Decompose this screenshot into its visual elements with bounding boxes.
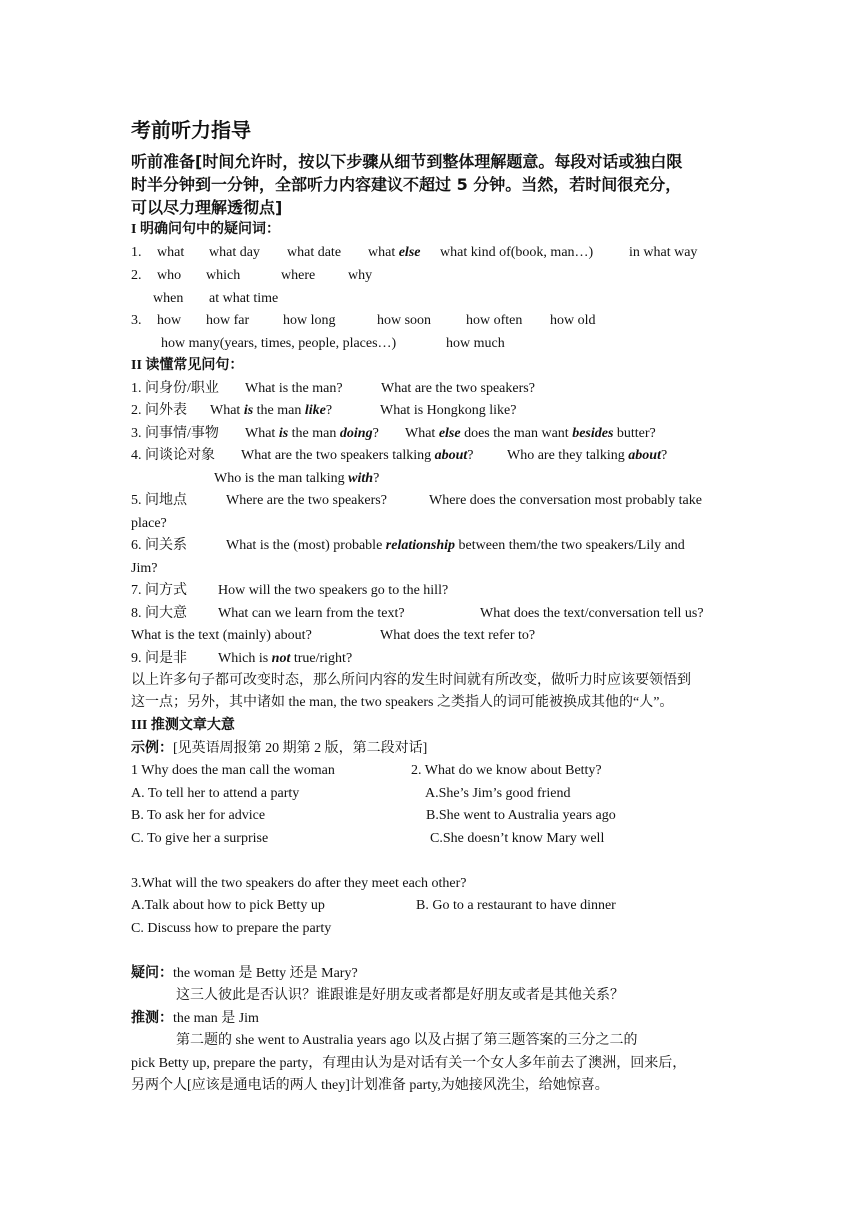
example-question: [214, 470, 379, 488]
inference-text: 第二题的 she went to Australia years ago 以及占据了第三题答案的三分之二的: [176, 1033, 638, 1048]
inference-text: the man 是 Jim: [173, 1011, 259, 1026]
emphasis-word: besides: [572, 426, 614, 441]
emphasis-word: else: [438, 426, 461, 441]
text-part: ?: [373, 471, 380, 486]
emphasis-word: else: [398, 245, 421, 260]
section-2-heading: II 读懂常见问句：: [131, 358, 244, 373]
text-part: the man: [253, 403, 305, 418]
example-question-3: 3.What will the two speakers do after they meet each other?: [131, 876, 467, 891]
example-question: [507, 447, 667, 465]
example-question: What does the text refer to?: [380, 628, 536, 643]
emphasis-word: not: [271, 651, 291, 666]
note-line-2: 这一点；另外，其中诸如 the man, the two speakers 之类指人的词可能被换成其他的“人”。: [131, 695, 674, 710]
text-part: What are the two speakers talking: [241, 448, 435, 463]
example-label: 示例：: [131, 741, 173, 756]
answer-option: C.She doesn’t know Mary well: [430, 831, 605, 846]
question-type-label: 3. 问事情/事物: [131, 426, 219, 441]
question-type-label: 2. 问外表: [131, 403, 187, 418]
answer-option: B.She went to Australia years ago: [426, 808, 616, 823]
answer-option: A. To tell her to attend a party: [131, 786, 300, 801]
intro-line-2: 时半分钟到一分钟，全部听力内容建议不超过 5 分钟。当然，若时间很充分，: [131, 175, 682, 194]
example-question: What is Hongkong like?: [380, 403, 517, 418]
question-word: [368, 244, 420, 262]
example-question: [218, 650, 352, 668]
intro-line-3: 可以尽力理解透彻点]: [131, 198, 283, 217]
question-type-label: 8. 问大意: [131, 606, 187, 621]
text-part: butter?: [613, 426, 656, 441]
question-word: when: [153, 291, 184, 306]
example-question: What are the two speakers?: [381, 381, 535, 396]
text-part: ?: [467, 448, 474, 463]
question-word: how often: [466, 313, 523, 328]
emphasis-word: is: [278, 426, 289, 441]
emphasis-word: with: [348, 471, 374, 486]
text-part: ?: [372, 426, 379, 441]
answer-option: C. To give her a surprise: [131, 831, 269, 846]
page-title: 考前听力指导: [131, 118, 251, 142]
emphasis-word: like: [304, 403, 326, 418]
question-word: what: [157, 245, 185, 260]
question-word: how soon: [377, 313, 432, 328]
emphasis-word: doing: [339, 426, 373, 441]
example-question: What can we learn from the text?: [218, 606, 405, 621]
section-3-heading: III 推测文章大意: [131, 718, 235, 733]
text-part: ?: [325, 403, 333, 418]
example-question: What is the text (mainly) about?: [131, 628, 312, 643]
example-question-continued: place?: [131, 516, 167, 531]
emphasis-word: is: [243, 403, 254, 418]
question-type-label: 6. 问关系: [131, 538, 187, 553]
example-question: [241, 447, 474, 465]
text-part: ?: [660, 448, 668, 463]
text-part: between them/the two speakers/Lily and: [455, 538, 685, 553]
question-type-label: 7. 问方式: [131, 583, 187, 598]
doubt-text: 这三人彼此是否认识？谁跟谁是好朋友或者都是好朋友或者是其他关系？: [176, 988, 624, 1003]
row-number: 1.: [131, 245, 142, 260]
question-word: how long: [283, 313, 336, 328]
question-word: who: [157, 268, 182, 283]
inference-label-text: 推测：: [131, 1011, 173, 1026]
answer-option: A.Talk about how to pick Betty up: [131, 898, 325, 913]
intro-line-1: 听前准备[时间允许时，按以下步骤从细节到整体理解题意。每段对话或独白限: [131, 152, 683, 171]
emphasis-word: about: [628, 448, 661, 463]
answer-option: A.She’s Jim’s good friend: [425, 786, 571, 801]
text-part: does the man want: [460, 426, 573, 441]
question-word: at what time: [209, 291, 279, 306]
row-number: 3.: [131, 313, 142, 328]
question-word: what day: [209, 245, 260, 260]
example-reference: [见英语周报第 20 期第 2 版，第二段对话]: [173, 741, 428, 756]
section-1-heading: I 明确问句中的疑问词：: [131, 222, 280, 237]
example-question-2: 2. What do we know about Betty?: [411, 763, 602, 778]
question-word: which: [206, 268, 241, 283]
answer-option: B. Go to a restaurant to have dinner: [416, 898, 616, 913]
question-word: what date: [287, 245, 342, 260]
question-type-label: 1. 问身份/职业: [131, 381, 219, 396]
answer-option: B. To ask her for advice: [131, 808, 266, 823]
doubt-text: the woman 是 Betty 还是 Mary?: [173, 966, 358, 981]
text-part: Which is: [218, 651, 272, 666]
question-word: how old: [550, 313, 596, 328]
example-question: What is the man?: [245, 381, 343, 396]
question-word: in what way: [629, 245, 698, 260]
example-heading: [131, 740, 427, 758]
example-question: Where are the two speakers?: [226, 493, 387, 508]
question-word: why: [348, 268, 373, 283]
text-part: What: [245, 426, 279, 441]
inference-label: [131, 1010, 259, 1028]
question-word-part: what: [368, 245, 399, 260]
example-question: Where does the conversation most probably take: [429, 493, 702, 508]
question-word: where: [281, 268, 316, 283]
text-part: What: [210, 403, 244, 418]
text-part: the man: [288, 426, 340, 441]
question-type-label: 4. 问谈论对象: [131, 448, 215, 463]
example-question: [405, 425, 656, 443]
emphasis-word: about: [434, 448, 468, 463]
example-question-continued: Jim?: [131, 561, 158, 576]
text-part: What: [405, 426, 439, 441]
inference-text: 另两个人[应该是通电话的两人 they]计划准备 party,为她接风洗尘，给她惊喜。: [131, 1078, 609, 1093]
question-word: how much: [446, 336, 505, 351]
question-word: how many(years, times, people, places…): [161, 336, 397, 351]
question-word: what kind of(book, man…): [440, 245, 594, 260]
inference-text: pick Betty up, prepare the party，有理由认为是对话有关一个女人多年前去了澳洲，回来后，: [131, 1056, 687, 1071]
example-question: How will the two speakers go to the hill?: [218, 583, 449, 598]
example-question: [210, 402, 332, 420]
question-type-label: 5. 问地点: [131, 493, 187, 508]
row-number: 2.: [131, 268, 142, 283]
text-part: true/right?: [290, 651, 353, 666]
text-part: What is the (most) probable: [226, 538, 386, 553]
question-word: how: [157, 313, 182, 328]
example-question: [226, 537, 685, 555]
answer-option: C. Discuss how to prepare the party: [131, 921, 332, 936]
text-part: Who is the man talking: [214, 471, 349, 486]
example-question: [245, 425, 379, 443]
doubt-label: [131, 965, 358, 983]
note-line-1: 以上许多句子都可改变时态，那么所问内容的发生时间就有所改变，做听力时应该要领悟到: [131, 673, 691, 688]
text-part: Who are they talking: [507, 448, 629, 463]
example-question: What does the text/conversation tell us?: [480, 606, 704, 621]
emphasis-word: relationship: [385, 538, 456, 553]
question-word: how far: [206, 313, 250, 328]
example-question-1: 1 Why does the man call the woman: [131, 763, 335, 778]
question-type-label: 9. 问是非: [131, 651, 187, 666]
doubt-label-text: 疑问：: [131, 966, 173, 981]
